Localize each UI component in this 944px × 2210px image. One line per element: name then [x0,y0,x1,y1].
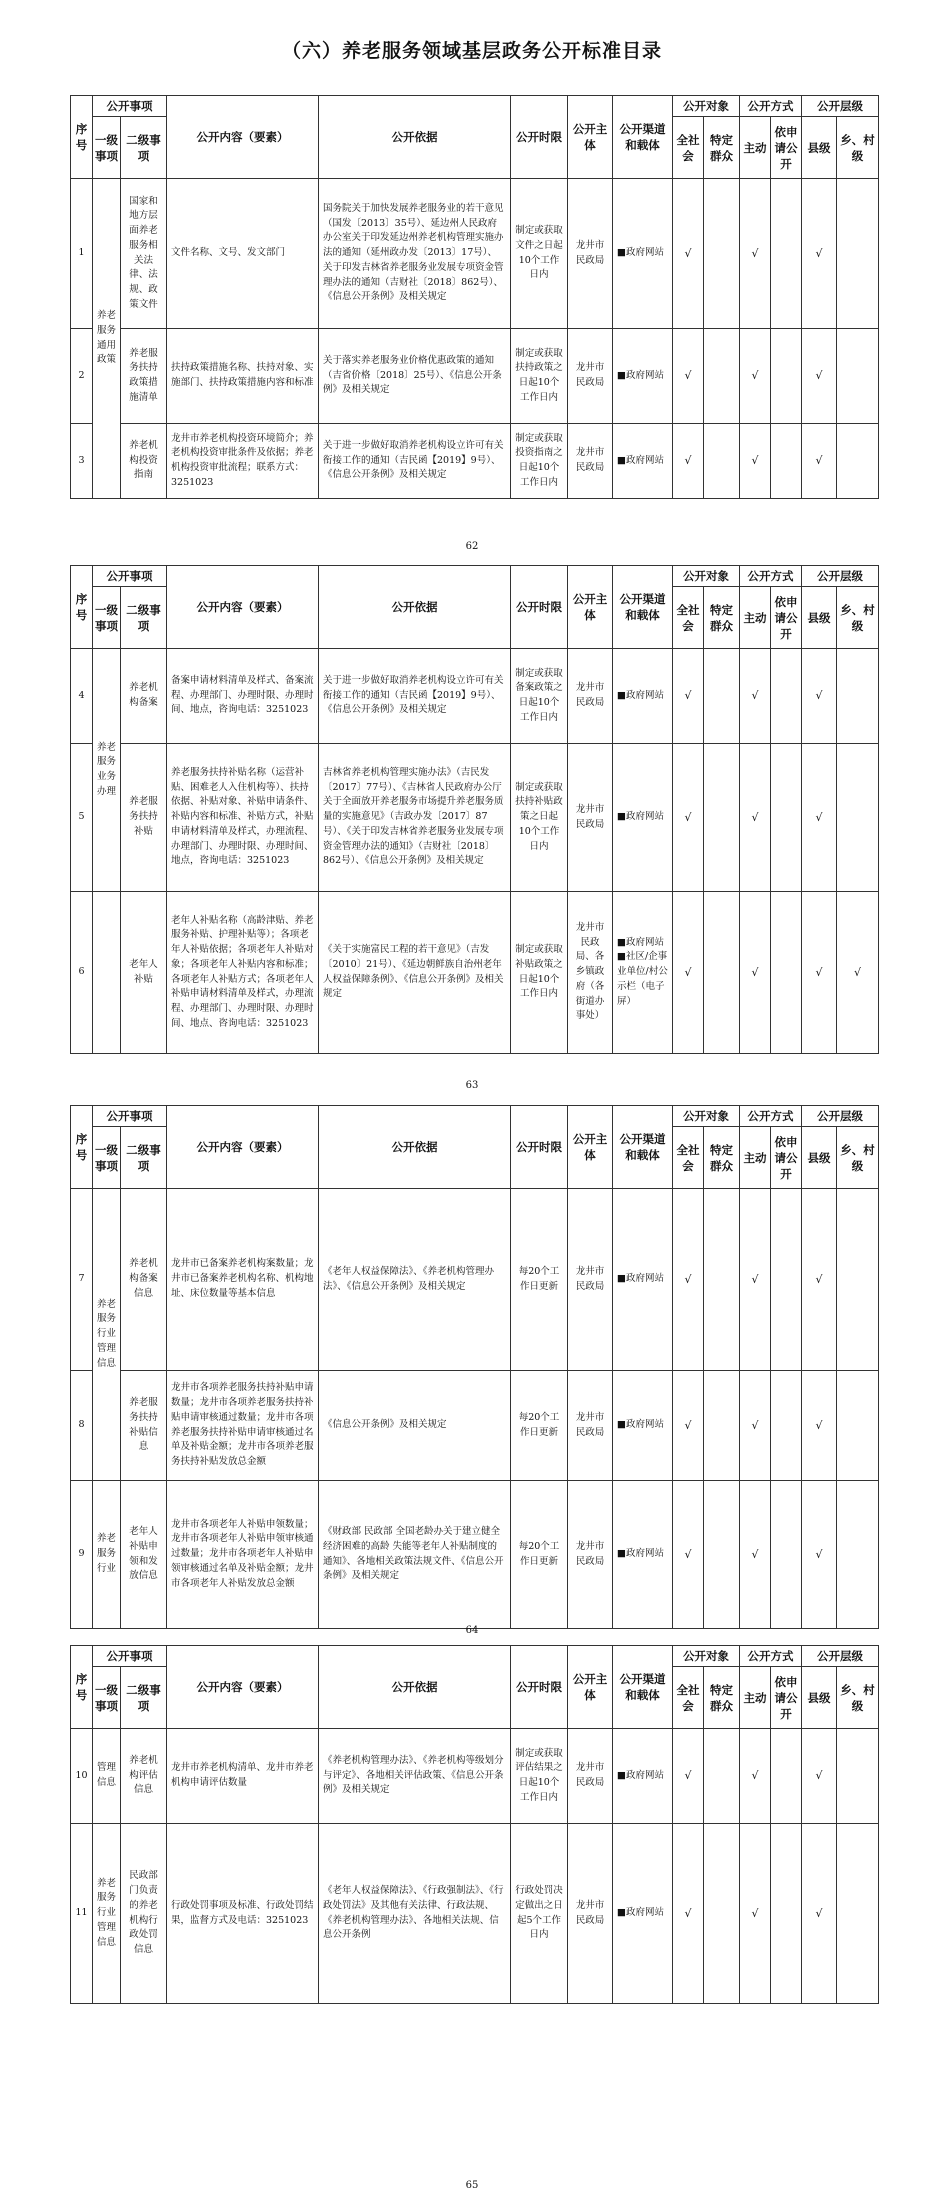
page-number: 62 [465,541,479,552]
row-content: 龙井市养老机构清单、龙井市养老机构申请评估数量 [167,1729,319,1824]
row-channel: ■政府网站 [613,1729,673,1824]
row-time: 每20个工作日更新 [511,1189,568,1371]
check-all: √ [673,424,704,499]
header-town: 乡、村级 [837,587,879,649]
check-active: √ [740,649,771,744]
header-target: 公开对象 [673,1106,740,1127]
row-time: 制定或获取评估结果之日起10个工作日内 [511,1729,568,1824]
row-subject: 龙井市民政局 [568,744,613,892]
header-subject: 公开主体 [568,1106,613,1189]
header-town: 乡、村级 [837,117,879,179]
header-matters: 公开事项 [93,96,167,117]
row-level2: 养老服务扶持补贴 [121,744,167,892]
header-all: 全社会 [673,1127,704,1189]
header-method: 公开方式 [740,1646,802,1667]
row-time: 制定或获取扶持政策之日起10个工作日内 [511,329,568,424]
table-row [71,1729,879,1824]
check-active: √ [740,424,771,499]
row-seq: 2 [71,329,93,424]
table-row [71,744,879,892]
header-county: 县级 [802,117,837,179]
check-request [771,1481,802,1629]
row-level2: 养老机构评估信息 [121,1729,167,1824]
header-channel: 公开渠道和载体 [613,1106,673,1189]
row-basis: 《关于实施富民工程的若干意见》（吉发〔2010〕21号）、《延边朝鲜族自治州老年人权益保障条例》、《信息公开条例》及相关规定 [319,892,511,1054]
row-subject: 龙井市民政局 [568,1481,613,1629]
header-channel: 公开渠道和载体 [613,96,673,179]
row-subject: 龙井市民政局 [568,649,613,744]
check-specific [704,179,740,329]
check-town [837,1371,879,1481]
check-active: √ [740,1729,771,1824]
header-channel: 公开渠道和载体 [613,1646,673,1729]
check-town [837,649,879,744]
header-matters: 公开事项 [93,1106,167,1127]
header-level2: 二级事项 [121,587,167,649]
check-request [771,1371,802,1481]
row-channel: ■政府网站 [613,1189,673,1371]
row-subject: 龙井市民政局 [568,1824,613,2004]
row-content: 养老服务扶持补贴名称（运营补贴、困难老人入住机构等）、扶持依据、补贴对象、补贴申请条件、补贴内容和标准、补贴方式，补贴申请材料清单及样式，办理流程、办理部门、办理时限、办理时间、地点，咨询电话：3251023 [167,744,319,892]
header-method: 公开方式 [740,1106,802,1127]
table-header [71,1106,879,1189]
row-seq: 5 [71,744,93,892]
row-subject: 龙井市民政局、各乡镇政府（各街道办事处） [568,892,613,1054]
check-specific [704,649,740,744]
row-basis: 国务院关于加快发展养老服务业的若干意见（国发〔2013〕35号）、延边州人民政府办公室关于印发延边州养老机构管理实施办法的通知（延州政办发〔2013〕17号）、关于印发吉林省养老服务业发展专项资金管理办法的通知（吉财社〔2018〕862号）、《信息公开条例》及相关规定 [319,179,511,329]
row-seq: 3 [71,424,93,499]
check-all: √ [673,329,704,424]
check-active: √ [740,179,771,329]
row-channel: ■政府网站 [613,1481,673,1629]
header-row [71,96,879,117]
row-level1: 养老服务行业管理信息 [93,1189,121,1481]
row-time: 制定或获取备案政策之日起10个工作日内 [511,649,568,744]
check-all: √ [673,892,704,1054]
row-basis: 《老年人权益保障法》、《养老机构管理办法》、《信息公开条例》及相关规定 [319,1189,511,1371]
header-time: 公开时限 [511,566,568,649]
row-channel: ■政府网站 [613,179,673,329]
check-town [837,1481,879,1629]
row-seq: 10 [71,1729,93,1824]
row-subject: 龙井市民政局 [568,1189,613,1371]
row-level1: 养老服务行业管理信息 [93,1824,121,2004]
header-time: 公开时限 [511,1646,568,1729]
header-all: 全社会 [673,1667,704,1729]
row-content: 行政处罚事项及标准、行政处罚结果，监督方式及电话：3251023 [167,1824,319,2004]
row-channel: ■政府网站 [613,744,673,892]
header-level1: 一级事项 [93,117,121,179]
header-active: 主动 [740,1127,771,1189]
header-level1: 一级事项 [93,1127,121,1189]
check-all: √ [673,179,704,329]
check-active: √ [740,892,771,1054]
row-subject: 龙井市民政局 [568,329,613,424]
check-all: √ [673,1824,704,2004]
table-row [71,649,879,744]
row-seq: 1 [71,179,93,329]
row-level1: 养老服务行业 [93,1481,121,1629]
check-active: √ [740,329,771,424]
catalog-table [70,565,879,1054]
check-request [771,424,802,499]
header-active: 主动 [740,117,771,179]
header-town: 乡、村级 [837,1667,879,1729]
check-specific [704,1371,740,1481]
table-row [71,1824,879,2004]
table-row [71,179,879,329]
header-all: 全社会 [673,117,704,179]
row-level2: 养老机构备案信息 [121,1189,167,1371]
header-county: 县级 [802,1127,837,1189]
row-level2: 老年人补贴 [121,892,167,1054]
header-time: 公开时限 [511,96,568,179]
row-time: 制定或获取投资指南之日起10个工作日内 [511,424,568,499]
header-channel: 公开渠道和载体 [613,566,673,649]
table-row [71,1481,879,1629]
check-town [837,329,879,424]
check-county: √ [802,329,837,424]
check-specific [704,744,740,892]
row-time: 制定或获取补贴政策之日起10个工作日内 [511,892,568,1054]
check-active: √ [740,1824,771,2004]
row-time: 制定或获取扶持补贴政策之日起10个工作日内 [511,744,568,892]
check-all: √ [673,1371,704,1481]
row-channel: ■政府网站 [613,424,673,499]
row-channel: ■政府网站 [613,1371,673,1481]
check-county: √ [802,744,837,892]
row-basis: 《老年人权益保障法》、《行政强制法》、《行政处罚法》及其他有关法律、行政法规、《养老机构管理办法》、各地相关法规、信息公开条例 [319,1824,511,2004]
catalog-table [70,1105,879,1629]
page-number: 63 [465,1080,479,1091]
header-level2: 二级事项 [121,117,167,179]
row-seq: 4 [71,649,93,744]
row-basis: 《信息公开条例》及相关规定 [319,1371,511,1481]
row-basis: 关于进一步做好取消养老机构设立许可有关衔接工作的通知（吉民函【2019】9号）、《信息公开条例》及相关规定 [319,424,511,499]
check-active: √ [740,1371,771,1481]
header-row [71,566,879,587]
header-level1: 一级事项 [93,587,121,649]
header-content: 公开内容（要素） [167,1646,319,1729]
header-target: 公开对象 [673,96,740,117]
row-level1: 养老服务业务办理 [93,649,121,892]
catalog-table [70,95,879,499]
table-header [71,1646,879,1729]
row-seq: 8 [71,1371,93,1481]
row-basis: 关于进一步做好取消养老机构设立许可有关衔接工作的通知（吉民函【2019】9号）、《信息公开条例》及相关规定 [319,649,511,744]
check-town [837,1824,879,2004]
header-basis: 公开依据 [319,1106,511,1189]
row-channel: ■政府网站 [613,1824,673,2004]
check-request [771,892,802,1054]
check-specific [704,1189,740,1371]
row-channel: ■政府网站 [613,649,673,744]
header-seq: 序号 [71,566,93,649]
check-town: √ [837,892,879,1054]
row-content: 老年人补贴名称（高龄津贴、养老服务补贴、护理补贴等）；各项老年人补贴依据；各项老年人补贴对象；各项老年人补贴内容和标准；各项老年人补贴方式；各项老年人补贴申请材料清单及样式，办理流程、办理部门、办理时限、办理时间、地点、咨询电话：3251023 [167,892,319,1054]
check-county: √ [802,1371,837,1481]
row-time: 制定或获取文件之日起10个工作日内 [511,179,568,329]
header-level: 公开层级 [802,1646,879,1667]
row-channel: ■政府网站 [613,329,673,424]
table-header [71,96,879,179]
row-level2: 养老机构投资指南 [121,424,167,499]
row-content: 备案申请材料清单及样式、备案流程、办理部门、办理时限、办理时间、地点，咨询电话：3251023 [167,649,319,744]
page-title: （六）养老服务领域基层政务公开标准目录 [281,40,662,62]
check-all: √ [673,1729,704,1824]
check-request [771,1824,802,2004]
row-level2: 养老服务扶持补贴信息 [121,1371,167,1481]
header-method: 公开方式 [740,566,802,587]
header-seq: 序号 [71,1106,93,1189]
row-time: 每20个工作日更新 [511,1371,568,1481]
row-subject: 龙井市民政局 [568,424,613,499]
check-county: √ [802,649,837,744]
header-basis: 公开依据 [319,566,511,649]
row-level2: 养老机构备案 [121,649,167,744]
header-level: 公开层级 [802,566,879,587]
row-basis: 《财政部 民政部 全国老龄办关于建立健全经济困难的高龄 失能等老年人补贴制度的通知》、各地相关政策法规文件、《信息公开条例》及相关规定 [319,1481,511,1629]
check-request [771,649,802,744]
page-number: 65 [465,2180,479,2191]
header-specific: 特定群众 [704,1667,740,1729]
header-specific: 特定群众 [704,1127,740,1189]
row-level1 [93,892,121,1054]
header-content: 公开内容（要素） [167,96,319,179]
header-county: 县级 [802,1667,837,1729]
check-request [771,1729,802,1824]
check-all: √ [673,649,704,744]
header-row [71,1106,879,1127]
header-level: 公开层级 [802,96,879,117]
row-time: 行政处罚决定做出之日起5个工作日内 [511,1824,568,2004]
table-row [71,424,879,499]
header-specific: 特定群众 [704,117,740,179]
header-active: 主动 [740,587,771,649]
header-content: 公开内容（要素） [167,566,319,649]
header-seq: 序号 [71,96,93,179]
check-request [771,179,802,329]
check-specific [704,892,740,1054]
check-specific [704,1729,740,1824]
header-request: 依申请公开 [771,1127,802,1189]
row-content: 龙井市各项养老服务扶持补贴申请数量；龙井市各项养老服务扶持补贴申请审核通过数量；龙井市各项养老服务扶持补贴申请审核通过名单及补贴金额；龙井市各项养老服务扶持补贴发放总金额 [167,1371,319,1481]
check-county: √ [802,1481,837,1629]
header-town: 乡、村级 [837,1127,879,1189]
row-subject: 龙井市民政局 [568,1371,613,1481]
row-subject: 龙井市民政局 [568,1729,613,1824]
row-seq: 11 [71,1824,93,2004]
check-town [837,424,879,499]
page-number: 64 [465,1625,479,1636]
header-county: 县级 [802,587,837,649]
check-county: √ [802,1824,837,2004]
row-level2: 养老服务扶持政策措施清单 [121,329,167,424]
header-seq: 序号 [71,1646,93,1729]
check-county: √ [802,424,837,499]
check-county: √ [802,179,837,329]
catalog-table [70,1645,879,2004]
header-request: 依申请公开 [771,1667,802,1729]
table-row [71,1189,879,1371]
row-basis: 《养老机构管理办法》、《养老机构等级划分与评定》、各地相关评估政策、《信息公开条例》及相关规定 [319,1729,511,1824]
header-basis: 公开依据 [319,96,511,179]
check-town [837,179,879,329]
row-seq: 9 [71,1481,93,1629]
header-level2: 二级事项 [121,1127,167,1189]
check-request [771,329,802,424]
row-content: 扶持政策措施名称、扶持对象、实施部门、扶持政策措施内容和标准 [167,329,319,424]
header-target: 公开对象 [673,566,740,587]
check-request [771,744,802,892]
check-county: √ [802,1189,837,1371]
header-request: 依申请公开 [771,587,802,649]
table-row [71,1371,879,1481]
check-all: √ [673,1189,704,1371]
check-all: √ [673,744,704,892]
row-channel: ■政府网站 ■社区/企事业单位/村公示栏（电子屏） [613,892,673,1054]
check-specific [704,1481,740,1629]
row-level1: 养老服务通用政策 [93,179,121,499]
check-county: √ [802,1729,837,1824]
row-level2: 国家和地方层面养老服务相关法律、法规、政策文件 [121,179,167,329]
row-seq: 6 [71,892,93,1054]
row-basis: 吉林省养老机构管理实施办法》（吉民发〔2017〕77号）、《吉林省人民政府办公厅关于全面放开养老服务市场提升养老服务质量的实施意见》（吉政办发〔2017〕87号）、《关于印发吉林省养老服务业发展专项资金管理办法的通知》（吉财社〔2018〕862号）、《信息公开条例》及相关规定 [319,744,511,892]
row-level1: 管理信息 [93,1729,121,1824]
header-specific: 特定群众 [704,587,740,649]
header-active: 主动 [740,1667,771,1729]
header-request: 依申请公开 [771,117,802,179]
header-subject: 公开主体 [568,96,613,179]
header-all: 全社会 [673,587,704,649]
check-active: √ [740,1481,771,1629]
header-method: 公开方式 [740,96,802,117]
header-subject: 公开主体 [568,566,613,649]
header-time: 公开时限 [511,1106,568,1189]
check-county: √ [802,892,837,1054]
header-subject: 公开主体 [568,1646,613,1729]
header-content: 公开内容（要素） [167,1106,319,1189]
table-header [71,566,879,649]
header-row [71,1646,879,1667]
row-content: 龙井市养老机构投资环境简介；养老机构投资审批条件及依据；养老机构投资审批流程；联系方式：3251023 [167,424,319,499]
header-level: 公开层级 [802,1106,879,1127]
row-basis: 关于落实养老服务业价格优惠政策的通知（吉省价格〔2018〕25号）、《信息公开条例》及相关规定 [319,329,511,424]
row-content: 文件名称、文号、发文部门 [167,179,319,329]
row-content: 龙井市已备案养老机构案数量；龙井市已备案养老机构名称、机构地址、床位数量等基本信息 [167,1189,319,1371]
check-request [771,1189,802,1371]
header-target: 公开对象 [673,1646,740,1667]
table-row [71,892,879,1054]
check-town [837,1729,879,1824]
header-matters: 公开事项 [93,1646,167,1667]
row-content: 龙井市各项老年人补贴申领数量；龙井市各项老年人补贴申领审核通过数量；龙井市各项老年人补贴申领审核通过名单及补贴金额；龙井市各项老年人补贴发放总金额 [167,1481,319,1629]
check-specific [704,329,740,424]
check-town [837,744,879,892]
check-specific [704,1824,740,2004]
check-active: √ [740,1189,771,1371]
row-subject: 龙井市民政局 [568,179,613,329]
header-matters: 公开事项 [93,566,167,587]
table-row [71,329,879,424]
row-level2: 民政部门负责的养老机构行政处罚信息 [121,1824,167,2004]
header-basis: 公开依据 [319,1646,511,1729]
check-all: √ [673,1481,704,1629]
row-time: 每20个工作日更新 [511,1481,568,1629]
check-town [837,1189,879,1371]
check-specific [704,424,740,499]
check-active: √ [740,744,771,892]
row-level2: 老年人补贴申领和发放信息 [121,1481,167,1629]
header-level1: 一级事项 [93,1667,121,1729]
header-level2: 二级事项 [121,1667,167,1729]
row-seq: 7 [71,1189,93,1371]
